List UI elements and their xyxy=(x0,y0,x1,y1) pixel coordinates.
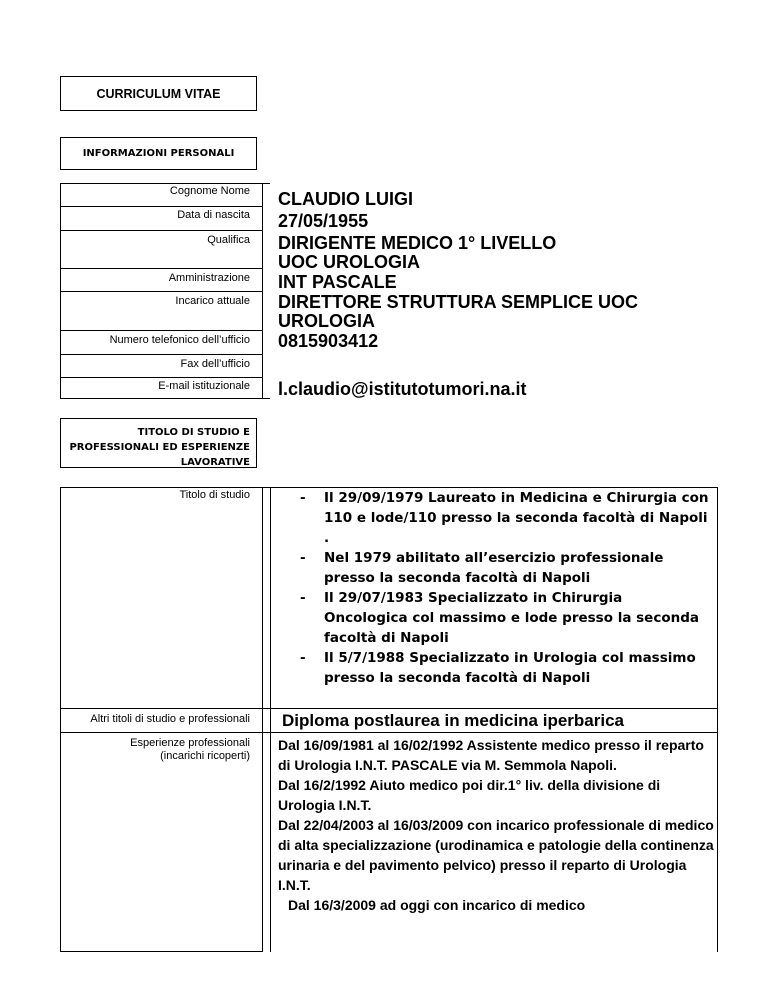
row-separator xyxy=(60,230,263,231)
label-data-nascita: Data di nascita xyxy=(177,209,250,221)
experience-item: Dal 22/04/2003 al 16/03/2009 con incarico professionale di medico di alta specializzazione (urodinamica e patologie della continenza urinaria e del pavimento pelvico) presso il reparto di Urologia I.N.T. xyxy=(278,817,714,893)
experience-item: Dal 16/3/2009 ad oggi con incarico di medico xyxy=(288,897,586,913)
cv-title: CURRICULUM VITAE xyxy=(96,87,221,101)
label-qualifica: Qualifica xyxy=(207,234,250,246)
experience-list xyxy=(278,735,718,915)
value-data-nascita: 27/05/1955 xyxy=(278,211,369,231)
row-separator xyxy=(60,377,263,378)
value-telefono: 0815903412 xyxy=(278,331,379,351)
label-email: E-mail istituzionale xyxy=(158,380,250,392)
row-separator xyxy=(60,732,718,733)
personal-section-title: INFORMAZIONI PERSONALI xyxy=(82,148,235,159)
education-divider xyxy=(262,487,263,952)
row-separator xyxy=(60,354,263,355)
label-telefono: Numero telefonico dell’ufficio xyxy=(109,334,250,346)
value-cognome-nome: CLAUDIO LUIGI xyxy=(278,189,413,209)
row-separator xyxy=(60,330,263,331)
education-top-line xyxy=(262,487,270,488)
value-qualifica: DIRIGENTE MEDICO 1° LIVELLO UOC UROLOGIA xyxy=(278,233,557,272)
label-fax: Fax dell’ufficio xyxy=(180,358,250,370)
label-amministrazione: Amministrazione xyxy=(168,272,250,284)
study-item: - Nel 1979 abilitato all’esercizio professionale presso la seconda facoltà di Napoli xyxy=(300,548,710,588)
label-cognome-nome: Cognome Nome xyxy=(169,185,250,197)
study-item: - Il 29/07/1983 Specializzato in Chirurgia Oncologica col massimo e lode presso la seconda facoltà di Napoli xyxy=(300,588,710,648)
cv-title-box xyxy=(60,76,257,111)
label-esperienze: Esperienze professionali xyxy=(130,737,250,749)
value-incarico-attuale: DIRETTORE STRUTTURA SEMPLICE UOC UROLOGIA xyxy=(278,292,639,331)
personal-section-box xyxy=(60,137,257,170)
value-email: l.claudio@istitutotumori.na.it xyxy=(278,379,527,399)
experience-item: Dal 16/2/1992 Aiuto medico poi dir.1° liv. della divisione di Urologia I.N.T. xyxy=(278,777,661,813)
label-altri-titoli: Altri titoli di studio e professionali xyxy=(90,713,250,725)
label-incarico-attuale: Incarico attuale xyxy=(175,295,250,307)
personal-info-bottom-line xyxy=(262,398,270,399)
label-incarichi: (incarichi ricoperti) xyxy=(160,750,250,762)
row-separator xyxy=(60,206,263,207)
value-amministrazione: INT PASCALE xyxy=(278,272,397,292)
row-separator xyxy=(60,268,263,269)
value-altri-titoli: Diploma postlaurea in medicina iperbarica xyxy=(282,711,624,730)
study-item: - Il 29/09/1979 Laureato in Medicina e Chirurgia con 110 e lode/110 presso la seconda facoltà di Napoli . xyxy=(300,488,710,548)
personal-info-top-line xyxy=(262,183,270,184)
label-titolo-studio: Titolo di studio xyxy=(179,489,250,501)
study-item: - Il 5/7/1988 Specializzato in Urologia col massimo presso la seconda facoltà di Napoli xyxy=(300,648,710,688)
education-section-title: TITOLO DI STUDIO E PROFESSIONALI ED ESPERIENZE LAVORATIVE xyxy=(69,427,250,468)
row-separator xyxy=(60,708,718,709)
education-section-box xyxy=(60,418,257,468)
study-list xyxy=(300,488,710,688)
row-separator xyxy=(60,291,263,292)
experience-item: Dal 16/09/1981 al 16/02/1992 Assistente medico presso il reparto di Urologia I.N.T. PASCALE via M. Semmola Napoli. xyxy=(278,737,704,773)
